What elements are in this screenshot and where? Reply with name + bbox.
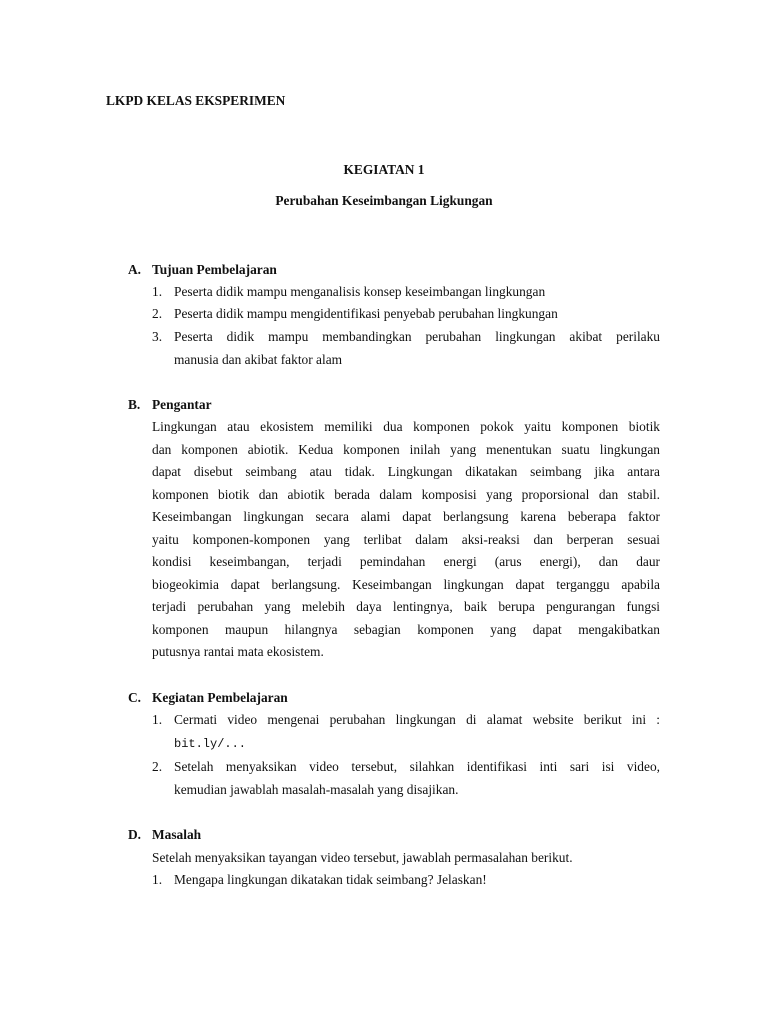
list-item-number: 1. (152, 872, 163, 887)
section-d-heading: Masalah (152, 827, 202, 842)
section-d-letter: D. (128, 827, 142, 842)
paragraph-line: dan komponen abiotik. Kedua komponen inilah yang menentukan suatu lingkungan (152, 442, 660, 457)
paragraph-line: putusnya rantai mata ekosistem. (152, 644, 324, 659)
list-item: Peserta didik mampu menganalisis konsep keseimbangan lingkungan (174, 284, 546, 299)
section-a-letter: A. (128, 262, 142, 277)
paragraph-line: Lingkungan atau ekosistem memiliki dua komponen pokok yaitu komponen biotik (152, 419, 660, 434)
list-item-number: 2. (152, 759, 163, 774)
list-item: Mengapa lingkungan dikatakan tidak seimbang? Jelaskan! (174, 872, 487, 887)
list-item-number: 1. (152, 284, 163, 299)
paragraph-line: terjadi perubahan yang melebih daya lentingnya, baik berupa pengurangan fungsi (152, 599, 660, 614)
list-item: Cermati video mengenai perubahan lingkungan di alamat website berikut ini : (174, 712, 660, 727)
list-item-number: 2. (152, 306, 163, 321)
list-item: Setelah menyaksikan video tersebut, silahkan identifikasi inti sari isi video, (174, 759, 660, 774)
list-item-continuation: manusia dan akibat faktor alam (174, 352, 343, 367)
list-item-continuation: kemudian jawablah masalah-masalah yang disajikan. (174, 782, 459, 797)
paragraph-line: Keseimbangan lingkungan secara alami dapat berlangsung karena beberapa faktor (152, 509, 660, 524)
paragraph-line: komponen maupun hilangnya sebagian komponen yang dapat mengakibatkan (152, 622, 660, 637)
section-b-heading: Pengantar (152, 397, 212, 412)
list-item-number: 3. (152, 329, 163, 344)
activity-title: KEGIATAN 1 (343, 162, 425, 177)
paragraph-line: dapat disebut seimbang atau tidak. Lingkungan dikatakan seimbang jika antara (152, 464, 660, 479)
list-item-number: 1. (152, 712, 163, 727)
section-c-heading: Kegiatan Pembelajaran (152, 690, 288, 705)
section-d-intro: Setelah menyaksikan tayangan video tersebut, jawablah permasalahan berikut. (152, 850, 573, 865)
paragraph-line: komponen biotik dan abiotik berada dalam komposisi yang proporsional dan stabil. (152, 487, 660, 502)
list-item: Peserta didik mampu mengidentifikasi penyebab perubahan lingkungan (174, 306, 558, 321)
doc-title: LKPD KELAS EKSPERIMEN (106, 93, 286, 108)
list-item: Peserta didik mampu membandingkan perubahan lingkungan akibat perilaku (174, 329, 660, 344)
section-b-letter: B. (128, 397, 141, 412)
paragraph-line: kondisi keseimbangan, terjadi pemindahan energi (arus energi), dan daur (152, 554, 660, 569)
paragraph-line: yaitu komponen-komponen yang terlibat dalam aksi-reaksi dan berperan sesuai (152, 532, 660, 547)
activity-subtitle: Perubahan Keseimbangan Ligkungan (275, 193, 493, 208)
section-c-letter: C. (128, 690, 142, 705)
paragraph-line: biogeokimia dapat berlangsung. Keseimbangan lingkungan dapat terganggu apabila (152, 577, 660, 592)
section-a-heading: Tujuan Pembelajaran (152, 262, 277, 277)
website-link[interactable]: bit.ly/... (174, 737, 247, 751)
